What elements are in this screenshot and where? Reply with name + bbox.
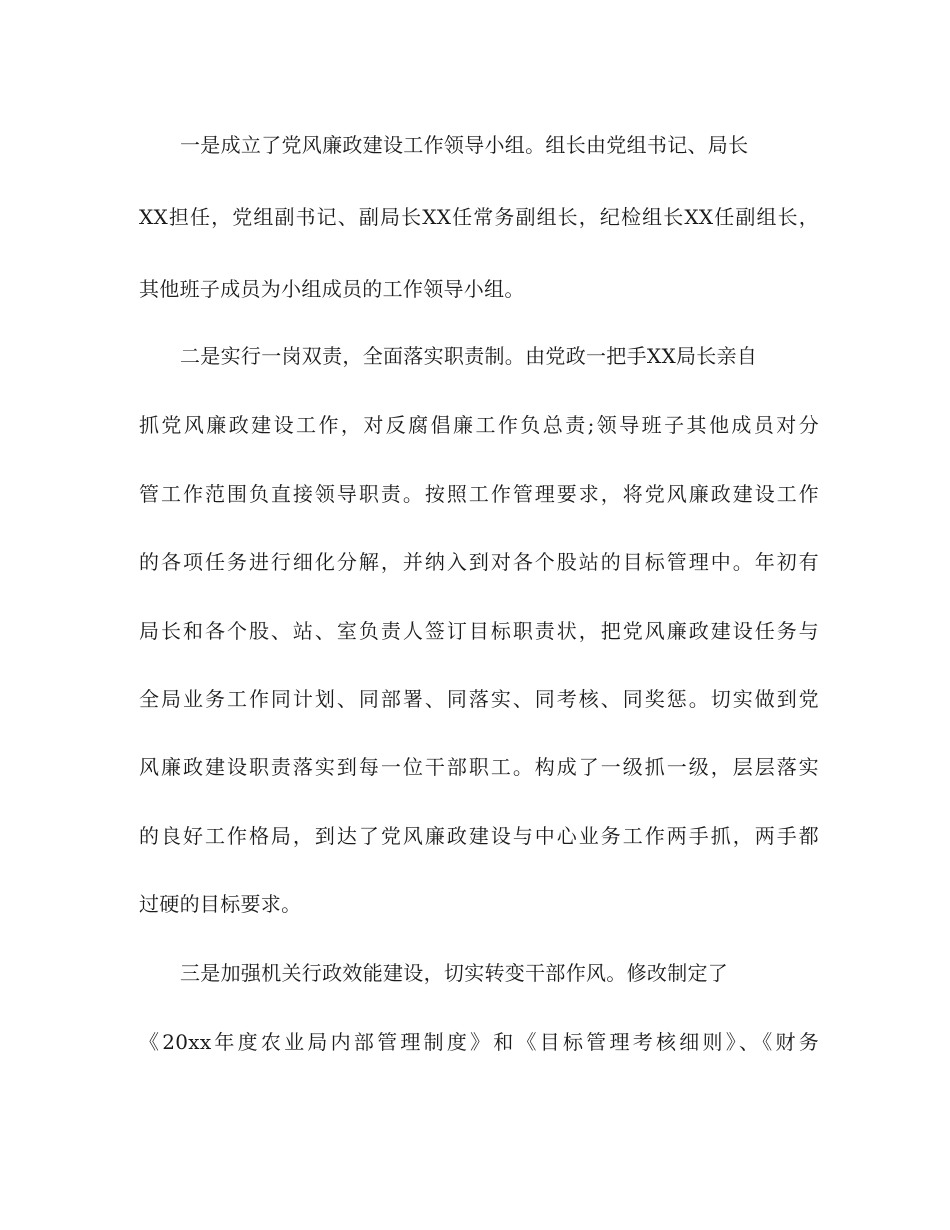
paragraph-2-line-7: 风廉政建设职责落实到每一位干部职工。构成了一级抓一级，层层落实 — [139, 755, 819, 779]
paragraph-1-line-1: 一是成立了党风廉政建设工作领导小组。组长由党组书记、局长 — [180, 133, 749, 157]
paragraph-2-line-1: 二是实行一岗双责，全面落实职责制。由党政一把手XX局长亲自 — [180, 344, 758, 368]
paragraph-1-line-3: 其他班子成员为小组成员的工作领导小组。 — [139, 277, 525, 301]
paragraph-2-line-9: 过硬的目标要求。 — [139, 892, 302, 916]
paragraph-2-line-8: 的良好工作格局，到达了党风廉政建设与中心业务工作两手抓，两手都 — [139, 824, 819, 848]
paragraph-1-line-2: XX担任，党组副书记、副局长XX任常务副组长，纪检组长XX任副组长， — [139, 205, 819, 229]
paragraph-2-line-2: 抓党风廉政建设工作，对反腐倡廉工作负总责;领导班子其他成员对分 — [139, 413, 819, 437]
paragraph-2-line-4: 的各项任务进行细化分解，并纳入到对各个股站的目标管理中。年初有 — [139, 550, 819, 574]
paragraph-3-line-1: 三是加强机关行政效能建设，切实转变干部作风。修改制定了 — [180, 961, 729, 985]
paragraph-2-line-5: 局长和各个股、站、室负责人签订目标职责状，把党风廉政建设任务与 — [139, 619, 819, 643]
paragraph-3-line-2: 《20xx年度农业局内部管理制度》和《目标管理考核细则》、《财务 — [139, 1030, 819, 1054]
paragraph-2-line-3: 管工作范围负直接领导职责。按照工作管理要求，将党风廉政建设工作 — [139, 482, 819, 506]
paragraph-2-line-6: 全局业务工作同计划、同部署、同落实、同考核、同奖惩。切实做到党 — [139, 687, 819, 711]
